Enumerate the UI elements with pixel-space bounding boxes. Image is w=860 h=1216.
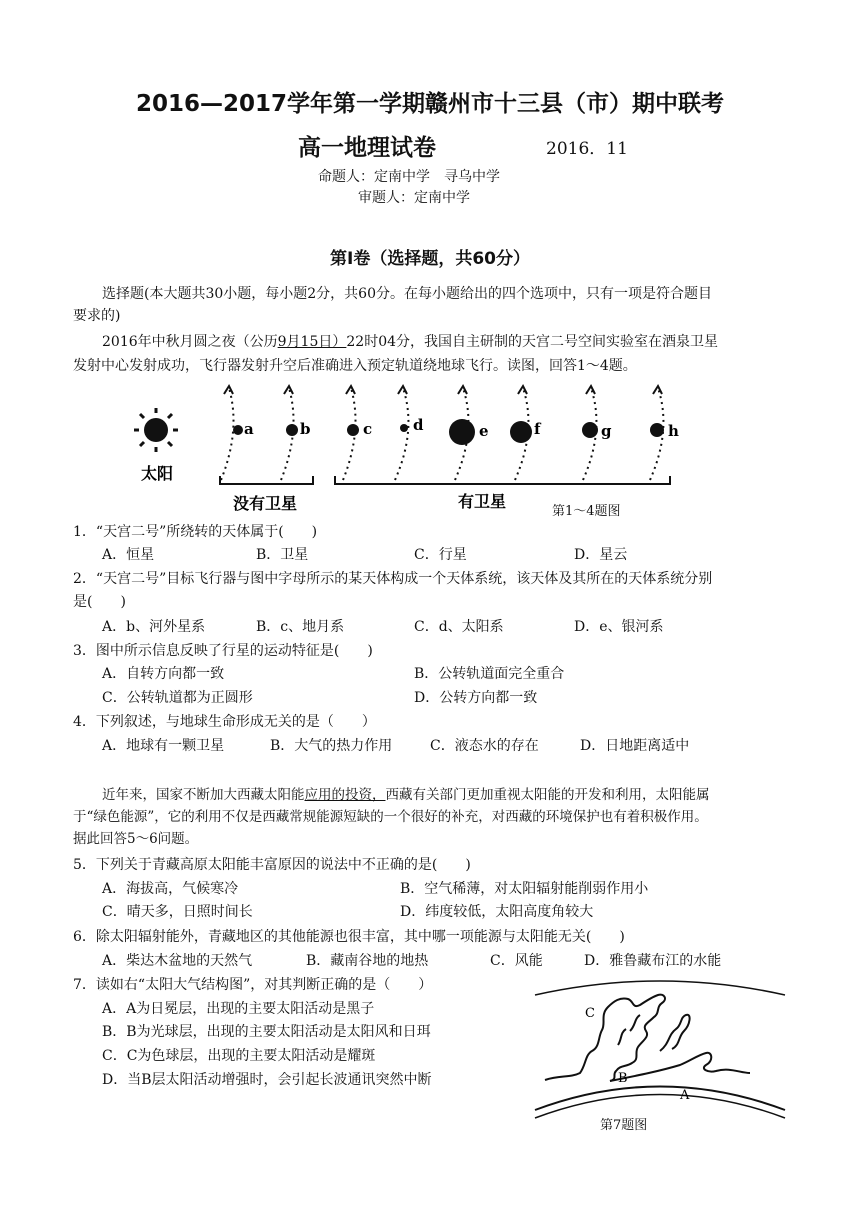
question-6-stem: 6．除太阳辐射能外，青藏地区的其他能源也很丰富，其中哪一项能源与太阳能无关( )	[73, 929, 625, 945]
passage1-text-b: 22时04分，我国自主研制的天宫二号空间实验室在酒泉卫星	[346, 334, 719, 350]
question-1-option-d: D．星云	[574, 547, 628, 563]
has-satellite-label: 有卫星	[458, 492, 507, 511]
passage2-underlined: 应用的投资，	[304, 787, 386, 803]
passage2-line1	[102, 784, 710, 806]
question-3-stem: 3．图中所示信息反映了行星的运动特征是( )	[73, 643, 373, 659]
orbit-a	[221, 388, 234, 480]
question-5-stem: 5．下列关于青藏高原太阳能丰富原因的说法中不正确的是( )	[73, 857, 471, 873]
question-1-option-b: B．卫星	[256, 547, 309, 563]
label-b: B	[618, 1071, 628, 1086]
question-2-option-b: B．c、地月系	[256, 619, 345, 635]
question-3-option-c: C．公转轨道都为正圆形	[102, 690, 253, 706]
solar-system-figure	[125, 380, 705, 520]
question-7-stem: 7．读如右“太阳大气结构图”，对其判断正确的是（ ）	[73, 977, 433, 993]
question-4-option-b: B．大气的热力作用	[270, 738, 393, 754]
question-2-option-d: D．e、银河系	[574, 619, 664, 635]
question-6-option-b: B．藏南谷地的地热	[306, 953, 429, 969]
question-5-option-c: C．晴天多，日照时间长	[102, 904, 253, 920]
planet-h	[650, 423, 664, 437]
question-7-option-a: A．A为日冕层，出现的主要太阳活动是黑子	[102, 1001, 375, 1017]
question-6-option-a: A．柴达木盆地的天然气	[102, 953, 253, 969]
question-3-option-b: B．公转轨道面完全重合	[414, 666, 565, 682]
planet-d-label: d	[413, 416, 424, 434]
planet-e	[449, 419, 475, 445]
question-2-stem: 2．“天宫二号”目标飞行器与图中字母所示的某天体构成一个天体系统，该天体及其所在的天体系统分别	[73, 571, 713, 587]
passage2-line3: 据此回答5～6问题。	[73, 831, 199, 847]
paper-subtitle: 高一地理试卷	[298, 135, 436, 161]
planet-a-label: a	[244, 420, 254, 438]
section-title: 第Ⅰ卷（选择题，共60分）	[330, 249, 530, 269]
question-5-option-a: A．海拔高，气候寒冷	[102, 881, 239, 897]
question-2-stem-cont: 是( )	[73, 594, 126, 610]
planet-b-label: b	[300, 420, 311, 438]
planet-a	[233, 425, 243, 435]
question-6-option-c: C．风能	[490, 953, 543, 969]
exam-title: 2016—2017学年第一学期赣州市十三县（市）期中联考	[135, 91, 725, 117]
question-1-option-a: A．恒星	[102, 547, 155, 563]
figure7-caption: 第7题图	[600, 1118, 648, 1133]
passage2-line2: 于“绿色能源”，它的利用不仅是西藏常规能源短缺的一个很好的补充，对西藏的环境保护也有着积极作用。	[73, 809, 708, 825]
planet-b	[286, 424, 298, 436]
planet-e-label: e	[479, 422, 489, 440]
passage1-line2: 发射中心发射成功，飞行器发射升空后准确进入预定轨道绕地球飞行。读图，回答1～4题。	[73, 358, 637, 374]
passage1-underlined: 9月15日）	[277, 334, 347, 350]
planet-c-label: c	[363, 420, 373, 438]
question-7-option-b: B．B为光球层，出现的主要太阳活动是太阳风和日珥	[102, 1024, 431, 1040]
question-7-option-c: C．C为色球层，出现的主要太阳活动是耀斑	[102, 1048, 376, 1064]
figure1-caption: 第1～4题图	[552, 504, 621, 519]
question-5-option-d: D．纬度较低，太阳高度角较大	[400, 904, 594, 920]
solar-atmosphere-figure	[530, 975, 790, 1120]
question-4-option-d: D．日地距离适中	[580, 738, 690, 754]
question-6-option-d: D．雅鲁藏布江的水能	[584, 953, 722, 969]
planet-g	[582, 422, 598, 438]
question-1-stem: 1．“天宫二号”所绕转的天体属于( )	[73, 524, 318, 540]
passage1-line1	[102, 331, 718, 353]
planet-c	[347, 424, 359, 436]
label-a: A	[680, 1088, 690, 1103]
sun-label: 太阳	[141, 464, 174, 483]
question-4-option-a: A．地球有一颗卫星	[102, 738, 225, 754]
section-intro-line1: 选择题(本大题共30小题，每小题2分，共60分。在每小题给出的四个选项中，只有一项是符合题目	[102, 286, 712, 302]
question-7-option-d: D．当B层太阳活动增强时，会引起长波通讯突然中断	[102, 1072, 432, 1088]
paper-date: 2016．11	[546, 139, 628, 159]
planet-f	[510, 421, 532, 443]
passage2-text-a: 近年来，国家不断加大西藏太阳能	[102, 787, 305, 803]
question-2-option-c: C．d、太阳系	[414, 619, 504, 635]
section-intro-line2: 要求的)	[73, 308, 121, 324]
prominence-shape	[545, 995, 750, 1081]
reviewer-line: 审题人：定南中学	[358, 190, 470, 206]
planet-g-label: g	[601, 422, 612, 440]
label-c: C	[585, 1006, 595, 1021]
outer-arc	[535, 981, 785, 995]
orbit-d	[395, 388, 408, 480]
question-3-option-d: D．公转方向都一致	[414, 690, 538, 706]
no-satellite-label: 没有卫星	[233, 494, 298, 513]
satellite-bracket	[335, 476, 670, 484]
no-satellite-bracket	[220, 476, 313, 484]
sun-icon	[134, 408, 178, 452]
planet-f-label: f	[534, 420, 541, 438]
question-4-option-c: C．液态水的存在	[430, 738, 539, 754]
question-1-option-c: C．行星	[414, 547, 467, 563]
question-2-option-a: A．b、河外星系	[102, 619, 206, 635]
question-3-option-a: A．自转方向都一致	[102, 666, 225, 682]
planet-d	[400, 424, 408, 432]
passage2-text-b: 西藏有关部门更加重视太阳能的开发和利用，太阳能属	[385, 787, 710, 803]
question-4-stem: 4．下列叙述，与地球生命形成无关的是（ ）	[73, 714, 376, 730]
authors-line: 命题人：定南中学 寻乌中学	[318, 169, 500, 185]
planet-h-label: h	[668, 422, 679, 440]
passage1-text-a: 2016年中秋月圆之夜（公历	[102, 334, 278, 350]
question-5-option-b: B．空气稀薄，对太阳辐射能削弱作用小	[400, 881, 649, 897]
